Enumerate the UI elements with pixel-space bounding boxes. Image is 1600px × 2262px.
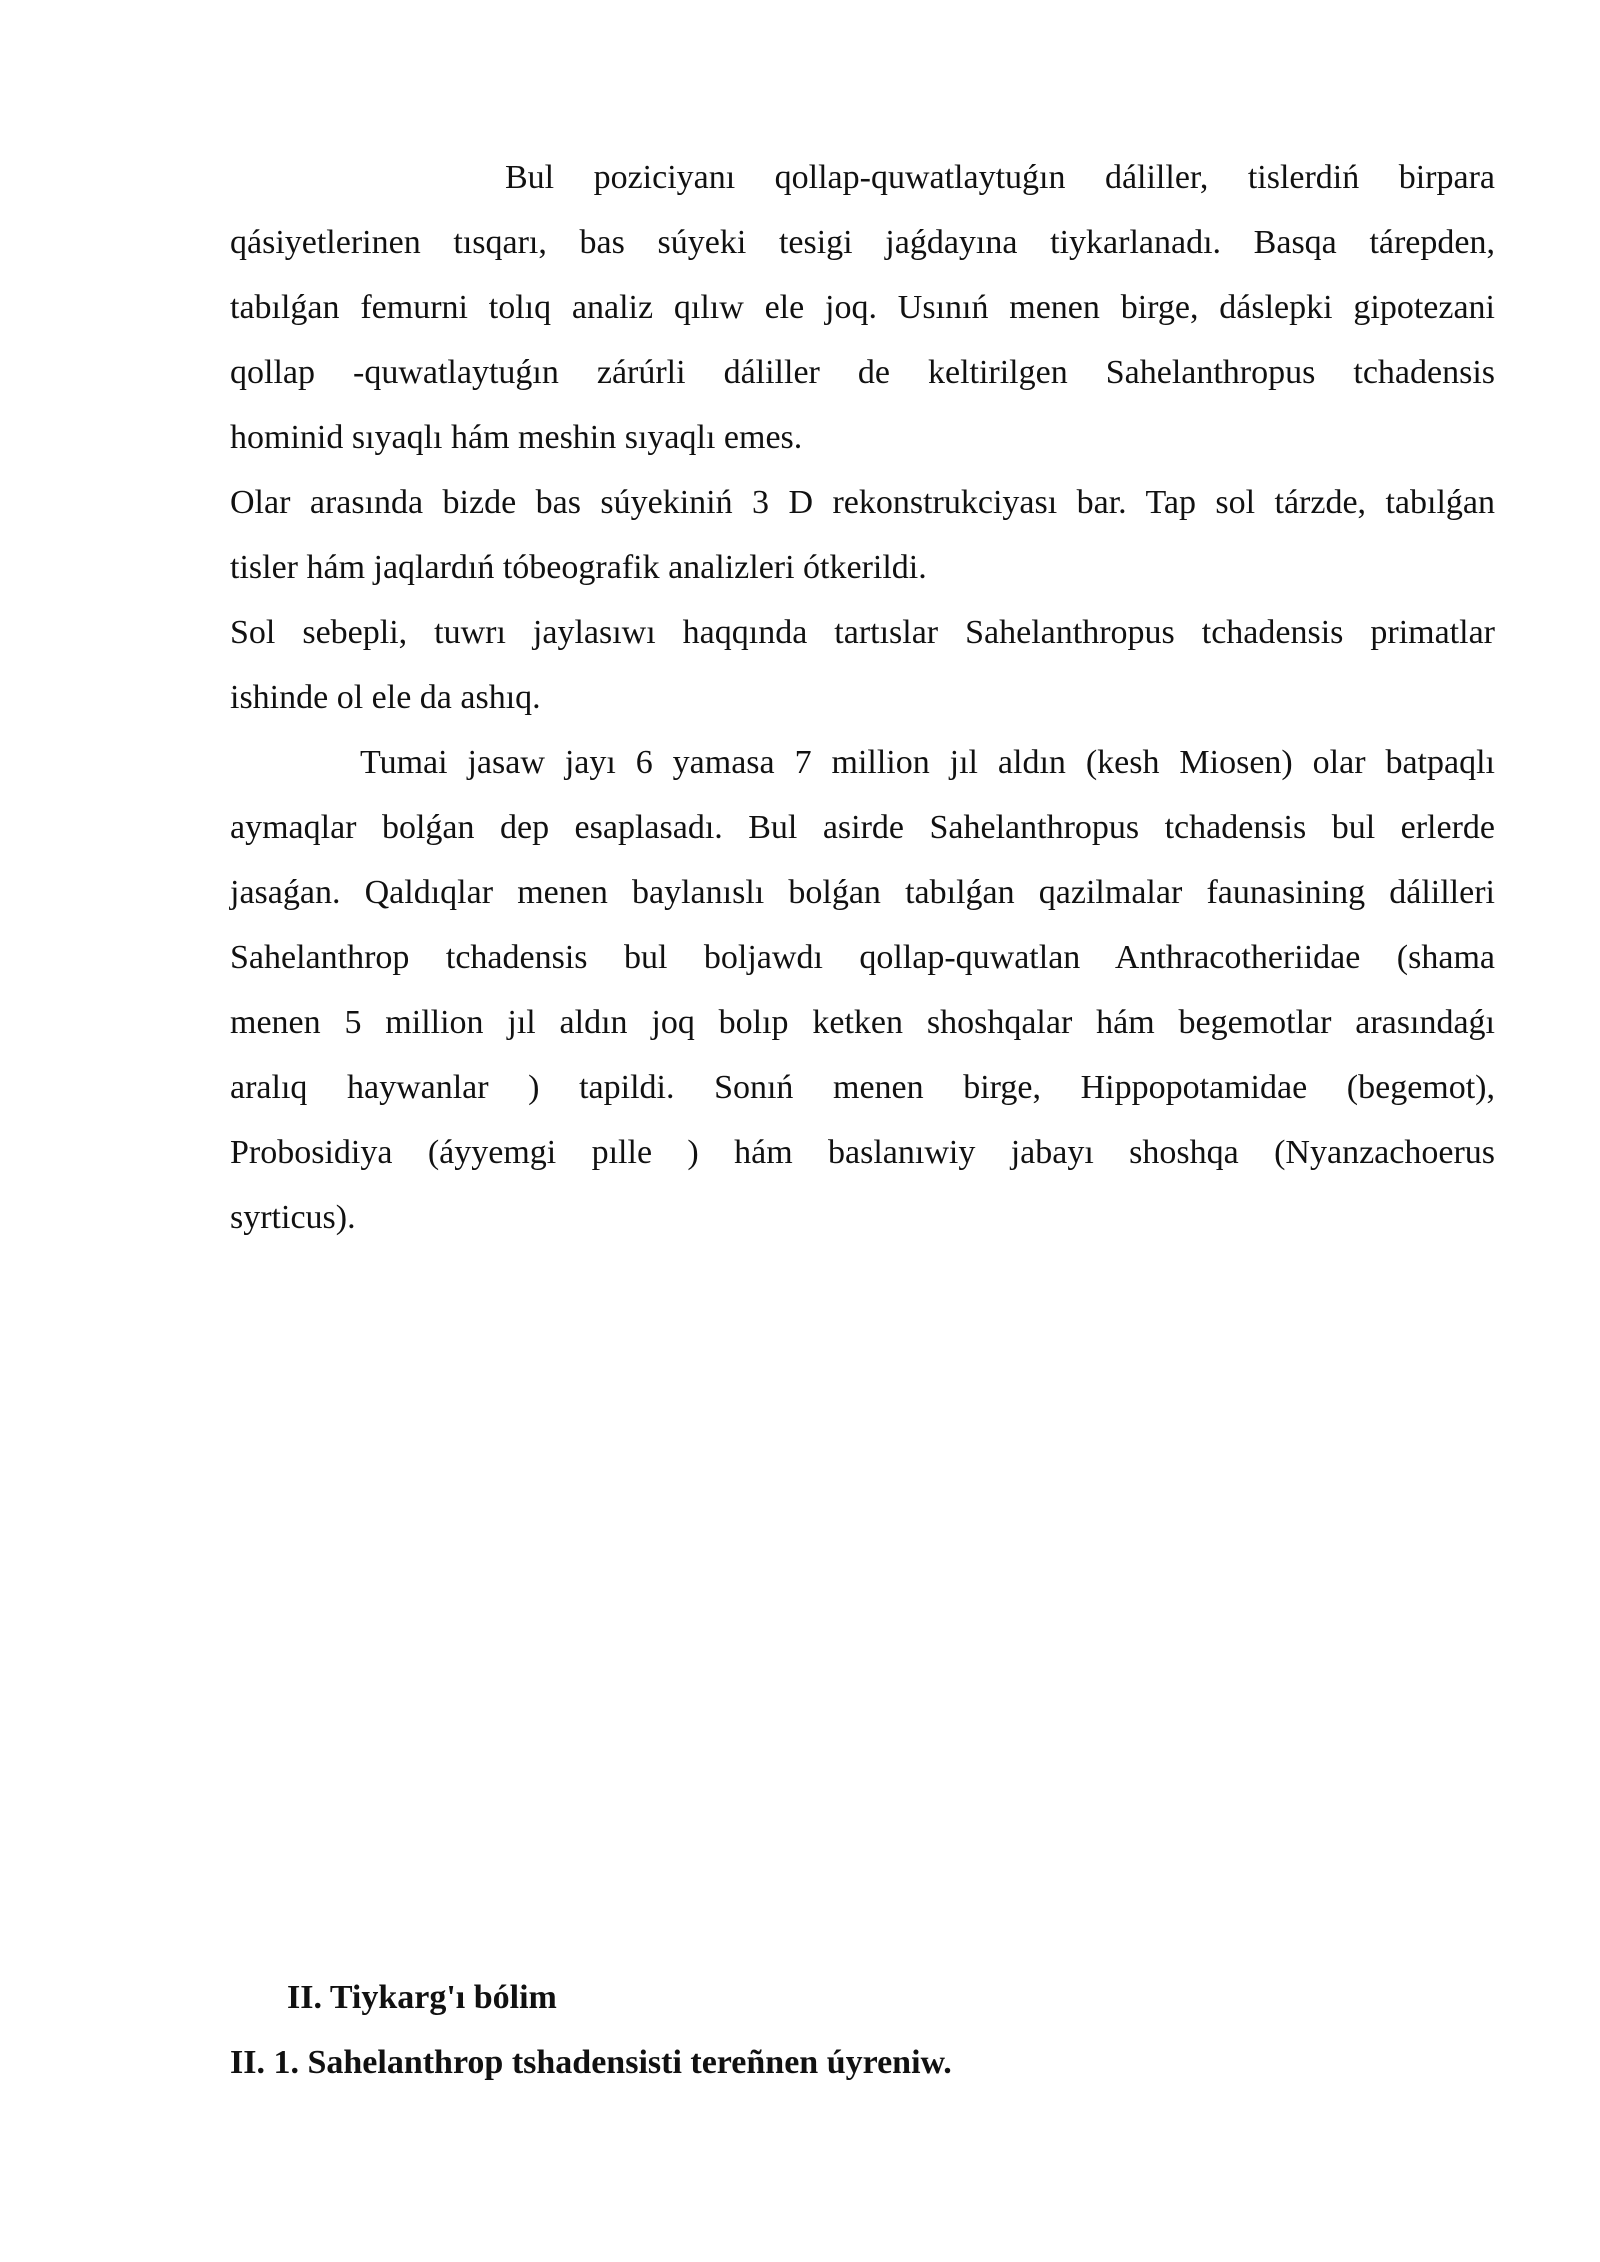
paragraph-4-line-7: Probosidiya (áyyemgi pılle ) hám baslanıwiy jabayı shoshqa (Nyanzachoerus bbox=[230, 1134, 1495, 1171]
paragraph-1-line-3: tabılǵan femurni tolıq analiz qılıw ele joq. Usınıń menen birge, dáslepki gipotezani bbox=[230, 289, 1495, 326]
paragraph-4-line-3: jasaǵan. Qaldıqlar menen baylanıslı bolǵan tabılǵan qazilmalar faunasining dálilleri bbox=[230, 874, 1495, 911]
paragraph-4-line-6: aralıq haywanlar ) tapildi. Sonıń menen birge, Hippopotamidae (begemot), bbox=[230, 1069, 1495, 1106]
paragraph-1-line-5: hominid sıyaqlı hám meshin sıyaqlı emes. bbox=[230, 419, 803, 456]
subsection-title: II. 1. Sahelanthrop tshadensisti tereñnen úyreniw. bbox=[230, 2044, 952, 2081]
paragraph-3-line-1: Sol sebepli, tuwrı jaylasıwı haqqında tartıslar Sahelanthropus tchadensis primatlar bbox=[230, 614, 1495, 651]
paragraph-4-line-4: Sahelanthrop tchadensis bul boljawdı qollap-quwatlan Anthracotheriidae (shama bbox=[230, 939, 1495, 976]
section-title: II. Tiykarg'ı bólim bbox=[287, 1979, 557, 2016]
paragraph-1-line-1: Bul poziciyanı qollap-quwatlaytuǵın dáliller, tislerdiń birpara bbox=[505, 159, 1495, 196]
paragraph-4-line-2: aymaqlar bolǵan dep esaplasadı. Bul asirde Sahelanthropus tchadensis bul erlerde bbox=[230, 809, 1495, 846]
paragraph-2-line-2: tisler hám jaqlardıń tóbeografik analizleri ótkerildi. bbox=[230, 549, 927, 586]
paragraph-2-line-1: Olar arasında bizde bas súyekiniń 3 D rekonstrukciyası bar. Tap sol tárzde, tabılǵan bbox=[230, 484, 1495, 521]
paragraph-1-line-4: qollap -quwatlaytuǵın zárúrli dáliller de keltirilgen Sahelanthropus tchadensis bbox=[230, 354, 1495, 391]
paragraph-4-line-1: Tumai jasaw jayı 6 yamasa 7 million jıl aldın (kesh Miosen) olar batpaqlı bbox=[360, 744, 1495, 781]
paragraph-3-line-2: ishinde ol ele da ashıq. bbox=[230, 679, 541, 716]
paragraph-4-line-8: syrticus). bbox=[230, 1199, 356, 1236]
paragraph-1-line-2: qásiyetlerinen tısqarı, bas súyeki tesigi jaǵdayına tiykarlanadı. Basqa tárepden, bbox=[230, 224, 1495, 261]
paragraph-4-line-5: menen 5 million jıl aldın joq bolıp ketken shoshqalar hám begemotlar arasındaǵı bbox=[230, 1004, 1495, 1041]
